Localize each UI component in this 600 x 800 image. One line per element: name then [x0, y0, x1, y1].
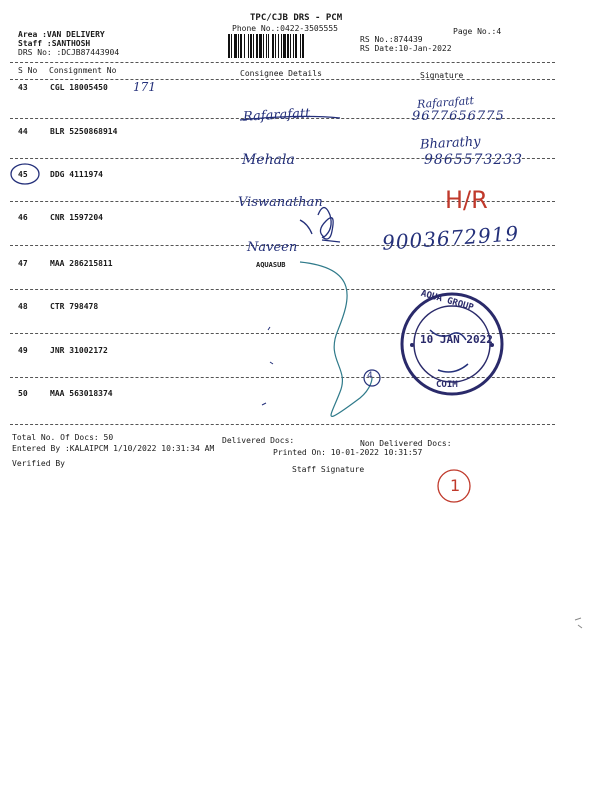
row-consignment: CGL 18005450	[50, 83, 108, 92]
handwritten-phone: 9003672919	[381, 221, 520, 255]
stamp-date: 10 JAN 2022	[420, 333, 493, 346]
stamp-top-text: AQUA GROUP	[419, 288, 475, 314]
handwritten-consignee-name: Naveen	[247, 240, 298, 255]
row-sno: 46	[18, 213, 28, 222]
stamp-bottom-text: COIM	[436, 380, 458, 390]
row-sno: 43	[18, 83, 28, 92]
handwritten-consignee-name: Rafarafatt	[242, 106, 311, 125]
printed-on: Printed On: 10-01-2022 10:31:57	[273, 448, 423, 457]
row-sno: 45	[18, 170, 28, 179]
rs-number: RS No.:874439	[360, 35, 423, 44]
document-title: TPC/CJB DRS - PCM	[250, 13, 343, 23]
signature-scribble	[300, 208, 340, 243]
handwritten-phone: 9677656775	[412, 109, 505, 124]
row-sno: 48	[18, 302, 28, 311]
entered-by: Entered By :KALAIPCM 1/10/2022 10:31:34 AM	[12, 444, 215, 453]
row-consignment: CNR 1597204	[50, 213, 103, 222]
company-label: AQUASUB	[256, 261, 286, 269]
staff-label: Staff :SANTHOSH	[18, 39, 91, 48]
row-consignment: JNR 31002172	[50, 346, 108, 355]
non-delivered-docs: Non Delivered Docs:	[360, 439, 452, 448]
pen-stroke	[240, 116, 340, 120]
row-sno: 50	[18, 389, 28, 398]
area-label: Area :VAN DELIVERY	[18, 30, 105, 39]
speckle-mark	[575, 618, 582, 628]
handwritten-consignee-name: Mehala	[242, 152, 295, 168]
row-consignment: MAA 563018374	[50, 389, 113, 398]
circle-mark	[11, 164, 39, 184]
handwritten-consignee-name: Viswanathan	[238, 195, 323, 210]
row-consignment: MAA 286215811	[50, 259, 113, 268]
rs-date: RS Date:10-Jan-2022	[360, 44, 452, 53]
page-number: Page No.:4	[453, 27, 502, 36]
handwritten-signature: Rafarafatt	[416, 94, 475, 111]
staff-signature-label: Staff Signature	[292, 465, 365, 474]
column-header-consignee: Consignee Details	[240, 69, 322, 78]
row-consignment: DDG 4111974	[50, 170, 103, 179]
row-sno: 47	[18, 259, 28, 268]
verified-by: Verified By	[12, 459, 65, 468]
circled-one-text: 1	[450, 476, 461, 495]
delivery-stroke	[300, 262, 372, 416]
handwritten-note: 171	[133, 80, 156, 94]
row-consignment: CTR 798478	[50, 302, 99, 311]
phone-number: Phone No.:0422-3505555	[232, 24, 338, 33]
column-header-consignment: Consignment No	[49, 66, 117, 75]
handwritten-signature: Bharathy	[419, 134, 481, 153]
row-consignment: BLR 5250868914	[50, 127, 118, 136]
row-sno: 44	[18, 127, 28, 136]
tick-marks	[262, 327, 273, 405]
handwritten-phone: 9865573233	[424, 152, 524, 168]
column-header-sno: S No	[18, 66, 38, 75]
circled-four-text: 4	[367, 371, 373, 381]
total-docs: Total No. Of Docs: 50	[12, 433, 114, 442]
delivered-docs: Delivered Docs:	[222, 436, 295, 445]
drs-number: DRS No: :DCJB87443904	[18, 48, 120, 57]
column-header-signature: Signature	[420, 71, 464, 80]
row-sno: 49	[18, 346, 28, 355]
handwritten-hr-mark: H/R	[445, 186, 488, 214]
